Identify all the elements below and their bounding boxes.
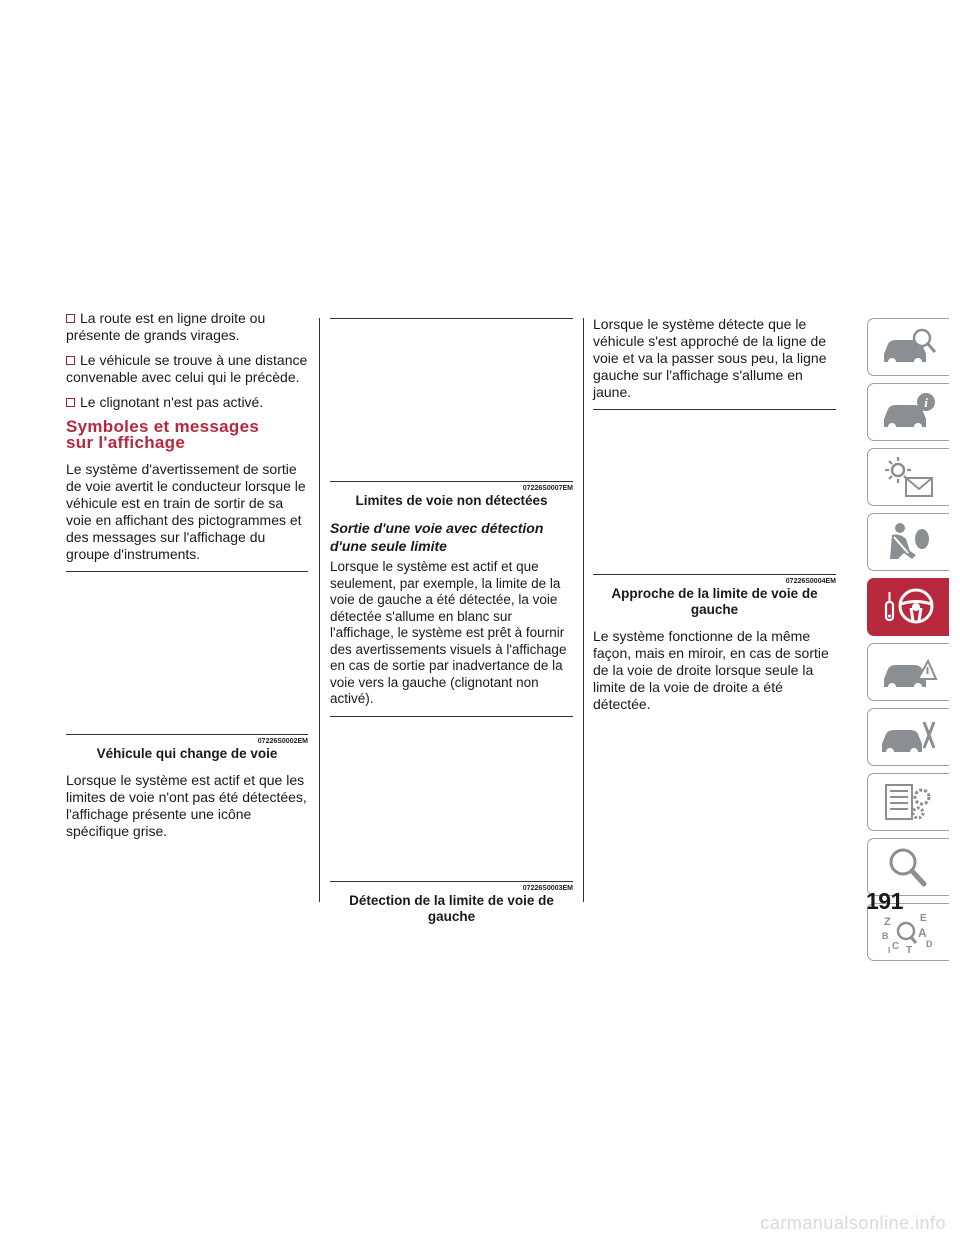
column-divider	[319, 318, 320, 902]
tab-lights-warning[interactable]	[867, 448, 949, 506]
column-2	[330, 310, 573, 935]
figure-area	[330, 319, 573, 481]
section-heading: Symboles et messages sur l'affichage	[66, 417, 260, 452]
checkbox-bullet-icon	[66, 314, 75, 323]
tab-car-maintenance[interactable]	[867, 708, 949, 766]
tab-seat-belt-airbag[interactable]	[867, 513, 949, 571]
column-3	[593, 310, 836, 721]
index-letter: B	[881, 931, 888, 941]
car-crash-warning-icon	[878, 649, 940, 695]
key-steering-wheel-icon	[878, 584, 940, 630]
technical-data-icon	[878, 779, 940, 825]
index-letter: A	[917, 926, 927, 940]
figure-code: 07226S0003EM	[522, 884, 573, 892]
figure-bottom-rule	[66, 734, 308, 735]
figure-area	[593, 410, 836, 574]
figure-caption: Limites de voie non détectées	[355, 493, 548, 508]
figure-code: 07226S0007EM	[522, 485, 573, 492]
column-1	[66, 310, 308, 848]
tab-car-crash-warning[interactable]	[867, 643, 949, 701]
index-letter: I	[887, 946, 890, 955]
watermark: carmanualsonline.info	[760, 1213, 946, 1233]
magnifier-icon	[878, 844, 940, 890]
bullet-item: Le véhicule se trouve à une distance convenable avec celui qui le précède.	[66, 352, 308, 385]
checkbox-bullet-icon	[66, 356, 75, 365]
checkbox-bullet-icon	[66, 398, 75, 407]
car-maintenance-icon	[878, 714, 940, 760]
body-paragraph: Lorsque le système détecte que le véhicule s'est approché de la ligne de voie et va la passer sous peu, la ligne gauche sur l'affichage s'allume en jaune.	[593, 316, 827, 400]
tab-starting-driving[interactable]	[867, 578, 949, 636]
car-search-icon	[878, 324, 940, 370]
subsection-heading: Sortie d'une voie avec détection d'une seule limite	[330, 520, 544, 554]
bullet-item: La route est en ligne droite ou présente de grands virages.	[66, 310, 266, 343]
figure-code: 07226S0004EM	[785, 578, 836, 585]
figure-area	[330, 717, 573, 881]
tab-car-search[interactable]	[867, 318, 949, 376]
tab-car-info[interactable]	[867, 383, 949, 441]
index-letter: C	[891, 941, 899, 952]
intro-paragraph: Le système d'avertissement de sortie de voie avertit le conducteur lorsque le véhicule est en train de sortir de sa voie en affichant des pictogrammes et des messages sur l'affichage du groupe d'instruments.	[66, 461, 306, 562]
car-info-icon	[878, 389, 940, 435]
svg-text:i: i	[923, 395, 928, 410]
figure-area	[66, 572, 308, 734]
column-divider	[583, 318, 584, 902]
index-letter: E	[919, 913, 927, 924]
index-letter: T	[905, 945, 912, 955]
figure-caption: Détection de la limite de voie de gauche	[349, 892, 554, 924]
page-number: 191	[866, 888, 903, 914]
figure-caption: Véhicule qui change de voie	[96, 746, 278, 761]
chapter-tabs	[867, 318, 949, 968]
bullet-item: Le clignotant n'est pas activé.	[66, 394, 308, 411]
body-paragraph: Lorsque le système est actif et que les limites de voie n'ont pas été détectées, l'affichage présente une icône spécifique grise.	[66, 772, 307, 839]
body-paragraph: Le système fonctionne de la même façon, mais en miroir, en cas de sortie de la voie de droite lorsque seule la limite de la voie de droite a été détectée.	[593, 628, 829, 712]
seat-belt-airbag-icon	[878, 519, 940, 565]
body-paragraph: Lorsque le système est actif et que seulement, par exemple, la limite de la voie de gauche a été détectée, la voie détectée s'allume en blanc sur l'affichage, le système est prêt à fournir des avertissements visuels à l'affichage en cas de sortie par inadvertance de la voie vers la gauche (clignotant non activé).	[330, 559, 567, 706]
lights-warning-icon	[878, 454, 940, 500]
figure-bottom-rule	[330, 881, 573, 882]
tab-technical-data[interactable]	[867, 773, 949, 831]
index-letter: D	[925, 939, 932, 949]
figure-caption: Approche de la limite de voie de gauche	[611, 586, 818, 617]
figure-bottom-rule	[330, 481, 573, 482]
index-letter: Z	[883, 916, 891, 928]
figure-bottom-rule	[593, 574, 836, 575]
figure-code: 07226S0002EM	[257, 738, 308, 745]
index-letters-icon	[878, 909, 940, 955]
